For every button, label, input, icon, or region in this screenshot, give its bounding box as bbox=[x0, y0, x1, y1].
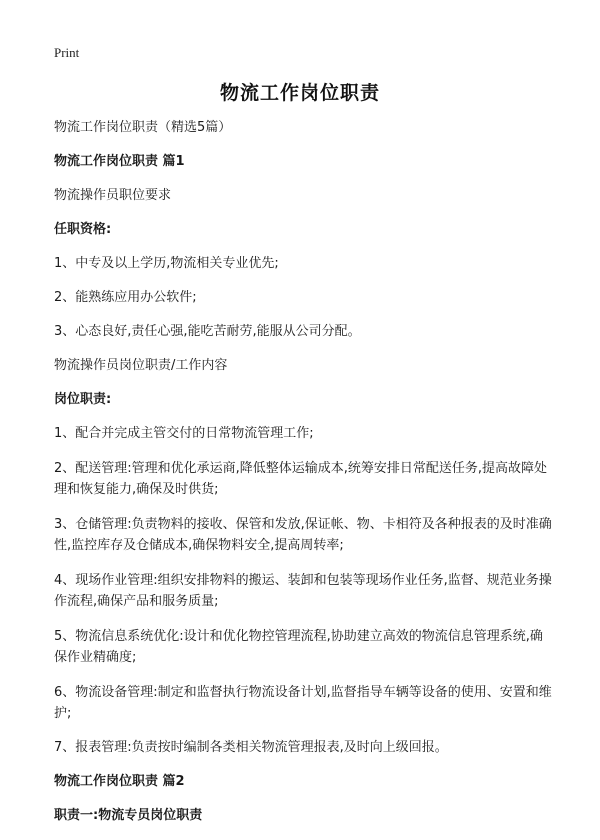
duty-item: 2、配送管理:管理和优化承运商,降低整体运输成本,统筹安排日常配送任务,提高故障处理和恢复能力,确保及时供货; bbox=[54, 461, 548, 497]
subtitle: 物流工作岗位职责（精选5篇） bbox=[54, 120, 232, 135]
duty-item: 5、物流信息系统优化:设计和优化物控管理流程,协助建立高效的物流信息管理系统,确保作业精确度; bbox=[54, 629, 543, 665]
section-heading-1: 物流工作岗位职责 篇1 bbox=[54, 154, 185, 169]
duties-title: 物流操作员岗位职责/工作内容 bbox=[54, 358, 228, 373]
qualifications-heading: 任职资格: bbox=[54, 222, 112, 237]
qualification-item: 1、中专及以上学历,物流相关专业优先; bbox=[54, 256, 279, 271]
qualification-item: 2、能熟练应用办公软件; bbox=[54, 290, 197, 305]
duty-item: 1、配合并完成主管交付的日常物流管理工作; bbox=[54, 426, 314, 441]
job-requirements-title: 物流操作员职位要求 bbox=[54, 188, 172, 203]
qualification-item: 3、心态良好,责任心强,能吃苦耐劳,能服从公司分配。 bbox=[54, 324, 361, 339]
section-heading-2: 物流工作岗位职责 篇2 bbox=[54, 774, 185, 789]
duty-item: 3、仓储管理:负责物料的接收、保管和发放,保证帐、物、卡相符及各种报表的及时准确性,监控库存及仓储成本,确保物料安全,提高周转率; bbox=[54, 517, 552, 553]
duty-item: 4、现场作业管理:组织安排物料的搬运、装卸和包装等现场作业任务,监督、规范业务操作流程,确保产品和服务质量; bbox=[54, 573, 552, 609]
section-2-subheading: 职责一:物流专员岗位职责 bbox=[54, 808, 203, 823]
print-label: Print bbox=[54, 45, 80, 60]
document-body bbox=[54, 118, 554, 840]
duty-item: 6、物流设备管理:制定和监督执行物流设备计划,监督指导车辆等设备的使用、安置和维护; bbox=[54, 685, 552, 721]
duty-item: 7、报表管理:负责按时编制各类相关物流管理报表,及时向上级回报。 bbox=[54, 740, 448, 755]
document-title: 物流工作岗位职责 bbox=[219, 82, 380, 104]
duties-heading: 岗位职责: bbox=[54, 392, 112, 407]
